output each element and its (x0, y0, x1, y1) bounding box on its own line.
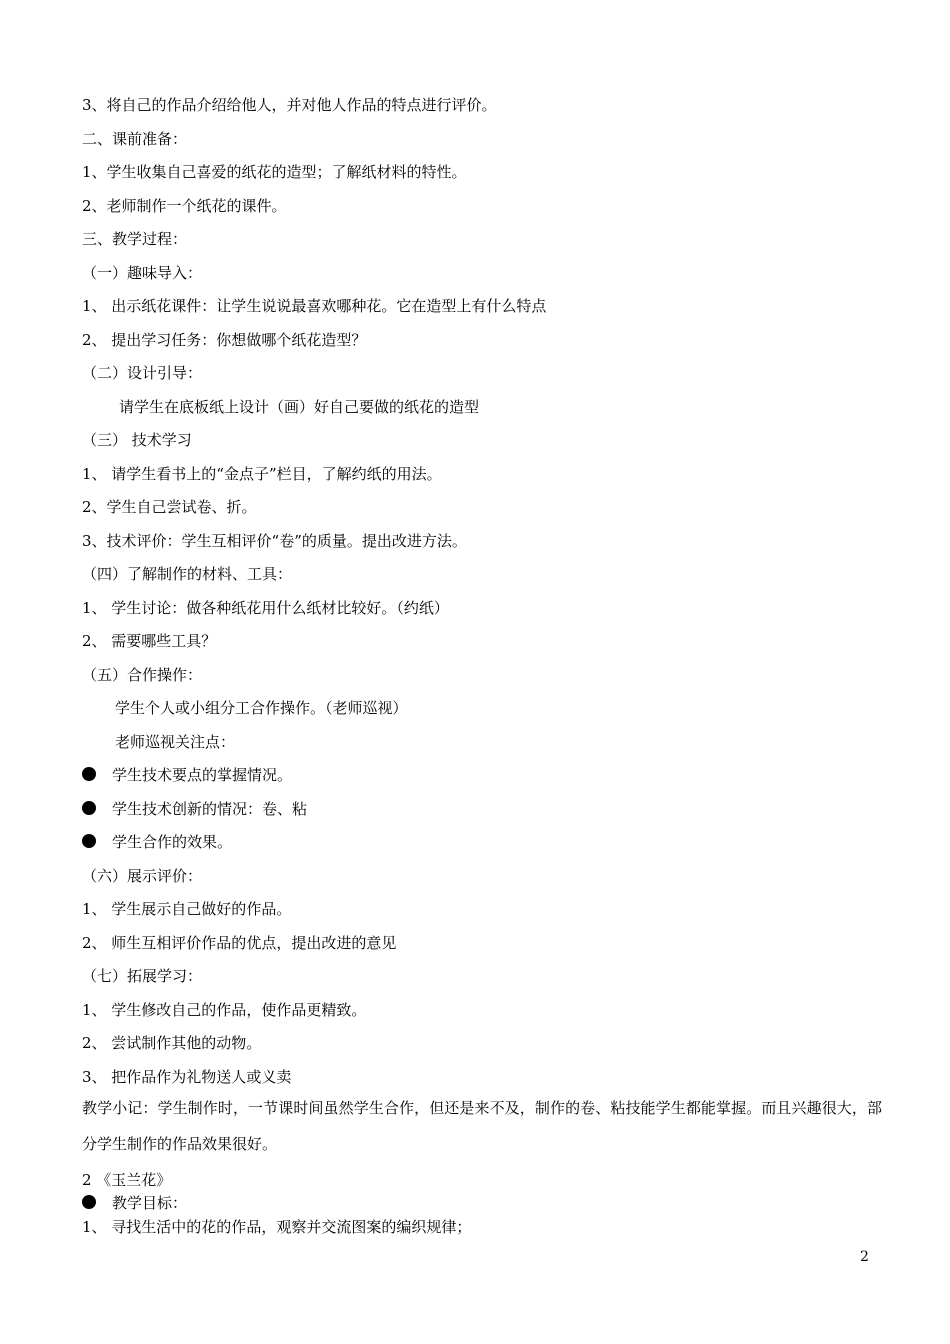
text-line: 3、技术评价：学生互相评价“卷”的质量。提出改进方法。 (82, 532, 467, 550)
subsection-heading: （三） 技术学习 (82, 431, 192, 449)
bullet-icon (82, 834, 96, 848)
text-line: 3、 把作品作为礼物送人或义卖 (82, 1068, 292, 1086)
objectives-heading: 教学目标： (112, 1194, 188, 1212)
text-line: 2、学生自己尝试卷、折。 (82, 498, 257, 516)
text-line: 2、 提出学习任务：你想做哪个纸花造型？ (82, 331, 367, 349)
subsection-heading: （六）展示评价： (82, 867, 203, 885)
section-heading: 三、教学过程： (82, 230, 188, 248)
subsection-heading: （一）趣味导入： (82, 264, 203, 282)
text-line: 1、学生收集自己喜爱的纸花的造型；了解纸材料的特性。 (82, 163, 467, 181)
bullet-item (82, 800, 307, 818)
subsection-heading: （二）设计引导： (82, 364, 203, 382)
text-line: 学生个人或小组分工合作操作。（老师巡视） (115, 699, 408, 717)
bullet-item (82, 833, 232, 851)
bullet-icon (82, 1195, 96, 1209)
page-number: 2 (860, 1249, 869, 1265)
lesson-title: 2 《玉兰花》 (82, 1171, 172, 1189)
text-line: 3、将自己的作品介绍给他人，并对他人作品的特点进行评价。 (82, 96, 497, 114)
bullet-text: 学生技术创新的情况：卷、粘 (112, 800, 308, 818)
subsection-heading: （四）了解制作的材料、工具： (82, 565, 293, 583)
subsection-heading: （五）合作操作： (82, 666, 203, 684)
teaching-notes: 教学小记：学生制作时，一节课时间虽然学生合作，但还是来不及，制作的卷、粘技能学生都能掌握。而且兴趣很大，部分学生制作的作品效果很好。 (82, 1099, 882, 1153)
subsection-heading: （七）拓展学习： (82, 967, 203, 985)
text-line: 2、 需要哪些工具？ (82, 632, 217, 650)
text-line: 2、 师生互相评价作品的优点，提出改进的意见 (82, 934, 397, 952)
text-line: 1、 寻找生活中的花的作品，观察并交流图案的编织规律； (82, 1218, 472, 1236)
bullet-item (82, 766, 292, 784)
text-line: 1、 学生修改自己的作品，使作品更精致。 (82, 1001, 367, 1019)
text-line: 请学生在底板纸上设计（画）好自己要做的纸花的造型 (119, 398, 480, 416)
bullet-text: 学生合作的效果。 (112, 833, 233, 851)
bullet-item (82, 1194, 187, 1212)
text-line: 1、 请学生看书上的“金点子”栏目，了解约纸的用法。 (82, 465, 442, 483)
text-line: 1、 学生讨论：做各种纸花用什么纸材比较好。（约纸） (82, 599, 449, 617)
text-line: 2、 尝试制作其他的动物。 (82, 1034, 262, 1052)
bullet-text: 学生技术要点的掌握情况。 (112, 766, 293, 784)
text-line: 2、老师制作一个纸花的课件。 (82, 197, 287, 215)
section-heading: 二、课前准备： (82, 130, 188, 148)
bullet-icon (82, 767, 96, 781)
text-line: 1、 出示纸花课件：让学生说说最喜欢哪种花。它在造型上有什么特点 (82, 297, 547, 315)
text-line: 老师巡视关注点： (115, 733, 236, 751)
bullet-icon (82, 801, 96, 815)
text-line: 1、 学生展示自己做好的作品。 (82, 900, 292, 918)
